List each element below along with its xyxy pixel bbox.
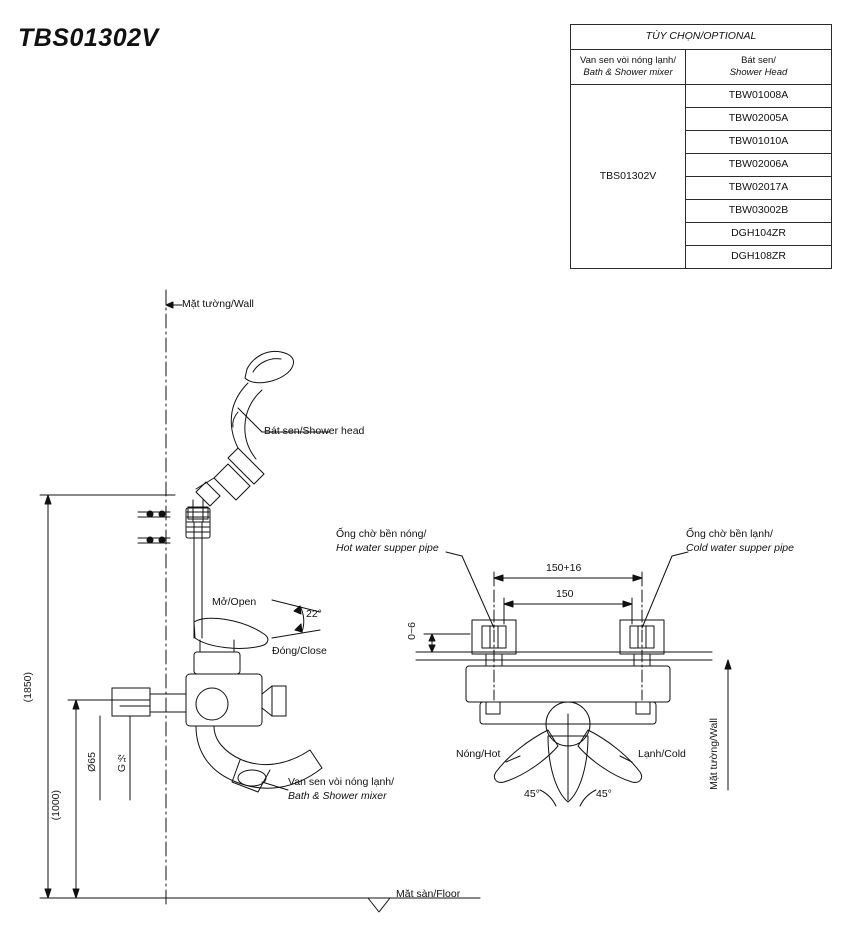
- shower-head-code: DGH104ZR: [686, 223, 832, 246]
- label-angle-45-left: 45°: [524, 788, 540, 800]
- label-shower-head: Bát sen/Shower head: [264, 425, 365, 437]
- floor-symbol-triangle: [368, 898, 390, 912]
- label-wall-left: Mặt tường/Wall: [182, 298, 254, 310]
- label-open: Mở/Open: [212, 596, 257, 608]
- dim-1000-arrow-bottom: [73, 889, 79, 898]
- dim-150-arrow-l: [504, 601, 513, 607]
- label-angle-45-right: 45°: [596, 788, 612, 800]
- label-dim-150-16: 150+16: [546, 562, 582, 574]
- dim-1850-arrow-top: [45, 495, 51, 504]
- table-header-optional: TÙY CHỌN/OPTIONAL: [571, 25, 832, 50]
- label-wall-right: Mặt tường/Wall: [708, 718, 720, 790]
- shower-head-code: TBW01010A: [686, 131, 832, 154]
- shower-head-leader: [238, 408, 262, 432]
- mixer-plan-graphic: [466, 666, 670, 802]
- label-cold-pipe-vi: Ống chờ bền lạnh/: [686, 528, 773, 540]
- mixer-label-leader: [262, 782, 288, 790]
- label-angle-22: 22°: [306, 608, 322, 620]
- label-dim-g12: G½: [116, 752, 128, 773]
- label-dim-1850: (1850): [22, 672, 34, 703]
- shower-head-graphic: [186, 351, 294, 638]
- label-dim-d65: Ø65: [86, 752, 98, 772]
- hot-pipe-leader: [462, 556, 494, 628]
- dim-1850-arrow-bottom: [45, 889, 51, 898]
- dim-1000-arrow-top: [73, 700, 79, 709]
- dim-150-16-arrow-r: [633, 575, 642, 581]
- dim-0-6-arrow-b: [429, 645, 435, 652]
- label-floor: Mặt sàn/Floor: [396, 888, 461, 900]
- hot-pipe-leader-2: [446, 552, 462, 556]
- shower-head-code: TBW03002B: [686, 200, 832, 223]
- page-title: TBS01302V: [18, 24, 159, 52]
- label-hot-pipe-en: Hot water supper pipe: [336, 542, 439, 554]
- label-hot-pipe-vi: Ống chờ bền nóng/: [336, 528, 427, 540]
- hose-ribs: [187, 512, 209, 532]
- label-dim-0-6: 0~6: [406, 622, 418, 640]
- model-code-cell: TBS01302V: [571, 85, 686, 269]
- dim-150-arrow-r: [623, 601, 632, 607]
- column-header-showerhead-en: Shower Head: [729, 67, 788, 78]
- cold-pipe-leader: [642, 556, 672, 628]
- label-mixer-en: Bath & Shower mixer: [288, 790, 387, 802]
- column-header-showerhead-vi: Bát sen/: [741, 55, 776, 67]
- shower-head-code: TBW02017A: [686, 177, 832, 200]
- hose-bracket: [138, 511, 170, 543]
- shower-head-code: TBW02005A: [686, 108, 832, 131]
- column-header-mixer-vi: Van sen vòi nóng lạnh/: [580, 55, 676, 67]
- label-dim-150: 150: [556, 588, 574, 600]
- label-dim-1000: (1000): [50, 790, 62, 821]
- plan-wall-arrow: [725, 660, 731, 669]
- wall-arrow-head: [166, 302, 173, 308]
- shower-head-code: TBW01008A: [686, 85, 832, 108]
- dim-0-6-arrow-t: [429, 634, 435, 641]
- shower-head-code: TBW02006A: [686, 154, 832, 177]
- shower-head-code: DGH108ZR: [686, 246, 832, 269]
- label-cold: Lạnh/Cold: [638, 748, 686, 760]
- label-hot: Nóng/Hot: [456, 748, 501, 760]
- column-header-mixer-en: Bath & Shower mixer: [583, 67, 673, 78]
- label-cold-pipe-en: Cold water supper pipe: [686, 542, 794, 554]
- label-mixer-vi: Van sen vòi nóng lạnh/: [288, 776, 395, 788]
- label-close: Đóng/Close: [272, 645, 327, 657]
- dim-150-16-arrow-l: [494, 575, 503, 581]
